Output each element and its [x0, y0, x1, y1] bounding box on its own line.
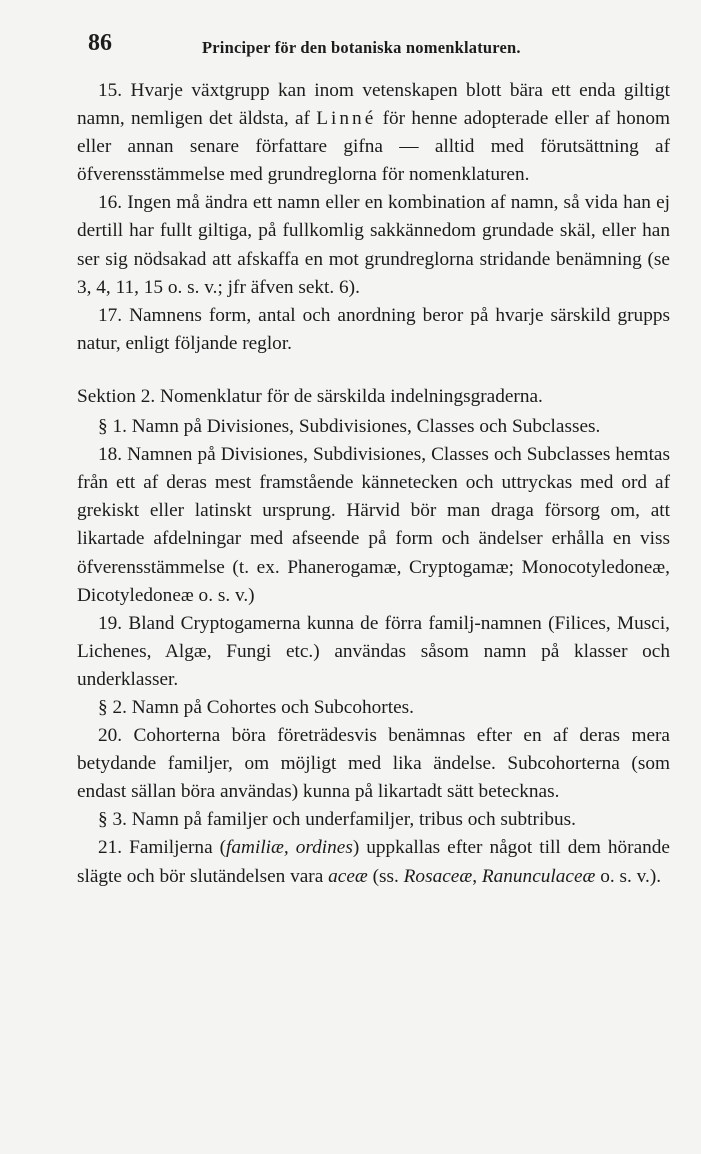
section-3-title: § 3. Namn på familjer och underfamiljer, tribus och subtribus.: [98, 809, 576, 831]
spaced-name-linne: Linné: [316, 108, 377, 130]
page-header: [0, 30, 701, 60]
section-2-heading: Sektion 2. Nomenklatur för de särskilda indelningsgraderna.: [77, 385, 543, 407]
page-number: 86: [88, 30, 112, 56]
body-text: [77, 77, 670, 891]
paragraph-15: 15. Hvarje växtgrupp kan inom vetenskapen blott bära ett enda giltigt namn, nemligen det äldsta, af Linné för henne adopterade eller af honom eller annan senare författare gifna — alltid med förutsättning af öfverensstämmelse med grundreglorna för nomenklaturen.: [77, 80, 670, 186]
paragraph-17: 17. Namnens form, antal och anordning beror på hvarje särskild grupps natur, enligt följande reglor.: [77, 304, 670, 354]
paragraph-21: 21. Familjerna (familiæ, ordines) uppkallas efter något till dem hörande slägte och bör slutändelsen vara aceæ (ss. Rosaceæ, Ranunculaceæ o. s. v.).: [77, 837, 670, 887]
running-title: Principer för den botaniska nomenklaturen.: [202, 38, 521, 57]
section-1-title: § 1. Namn på Divisiones, Subdivisiones, Classes och Subclasses.: [98, 416, 601, 438]
section-2-title: § 2. Namn på Cohortes och Subcohortes.: [98, 696, 414, 718]
paragraph-16: 16. Ingen må ändra ett namn eller en kombination af namn, så vida han ej dertill har fullt giltiga, på fullkomlig sakkännedom grundade skäl, eller han ser sig nödsakad att afskaffa en mot grundreglorna stridande benämning (se 3, 4, 11, 15 o. s. v.; jfr äfven sekt. 6).: [77, 192, 670, 298]
paragraph-18: 18. Namnen på Divisiones, Subdivisiones, Classes och Subclasses hemtas från ett af deras mest framstående kännetecken och uttryckas med ord af grekiskt eller latinskt ursprung. Härvid bör man draga försorg om, att likartade afdelningar med afseende på form och ändelser erhålla en viss öfverensstämmelse (t. ex. Phanerogamæ, Cryptogamæ; Monocotyledoneæ, Dicotyledoneæ o. s. v.): [77, 444, 670, 606]
paragraph-19: 19. Bland Cryptogamerna kunna de förra familj-namnen (Filices, Musci, Lichenes, Algæ, Fungi etc.) användas såsom namn på klasser och underklasser.: [77, 612, 670, 690]
paragraph-20: 20. Cohorterna böra företrädesvis benämnas efter en af deras mera betydande familjer, om möjligt med lika ändelse. Subcohorterna (som endast sällan böra användas) kunna på likartadt sätt betecknas.: [77, 725, 670, 803]
